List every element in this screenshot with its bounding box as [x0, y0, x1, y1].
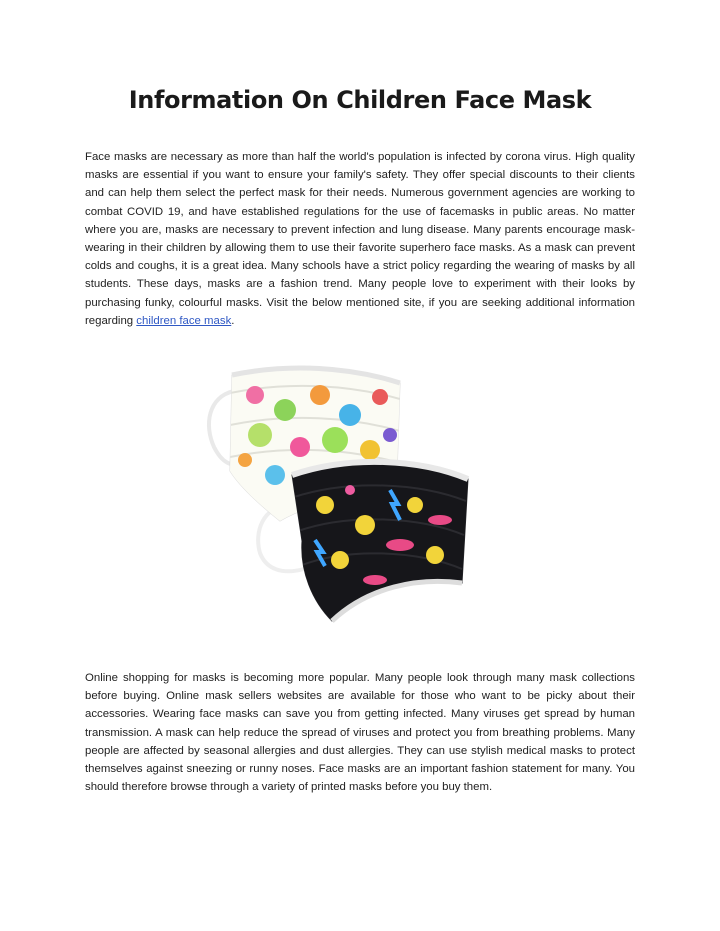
online-shopping-paragraph: Online shopping for masks is becoming more popular. Many people look through many mask collections before buying. Online mask sellers websites are available for those who want to be picky about their accessories. Wearing face masks can save you from getting infected. Many viruses get spread by human transmission. A mask can help reduce the spread of viruses and protect you from breathing problems. Many people are affected by seasonal allergies and dust allergies. They can use stylish medical masks to protect themselves against sneezing or runny noses. Face masks are an important fashion statement for many. You should therefore browse through a variety of printed masks before you buy them.	[85, 672, 635, 794]
page-title: Information On Children Face Mask	[128, 86, 592, 114]
face-masks-image	[200, 355, 490, 645]
children-face-mask-link[interactable]: children face mask	[136, 314, 232, 327]
black-emoji-mask	[280, 445, 480, 635]
face-masks-illustration	[200, 355, 490, 645]
intro-paragraph	[85, 148, 635, 330]
intro-paragraph-text: Face masks are necessary as more than half the world's population is infected by corona virus. High quality masks are essential if you want to ensure your family's safety. They offer special discounts to their clients and can help them select the perfect mask for their needs. Numerous government agencies are working to combat COVID 19, and have established regulations for the use of facemasks in public areas. No matter where you are, masks are necessary to prevent infection and lung disease. Many parents encourage mask-wearing in their children by allowing them to use their favorite superhero face masks. As a mask can prevent colds and coughs, it is a great idea. Many schools have a strict policy regarding the wearing of masks by all students. These days, masks are a fashion trend. Many people love to experiment with their looks by purchasing funky, colourful masks. Visit the below mentioned site, if you are seeking additional information regarding	[85, 151, 635, 327]
intro-paragraph-suffix: .	[231, 314, 235, 327]
